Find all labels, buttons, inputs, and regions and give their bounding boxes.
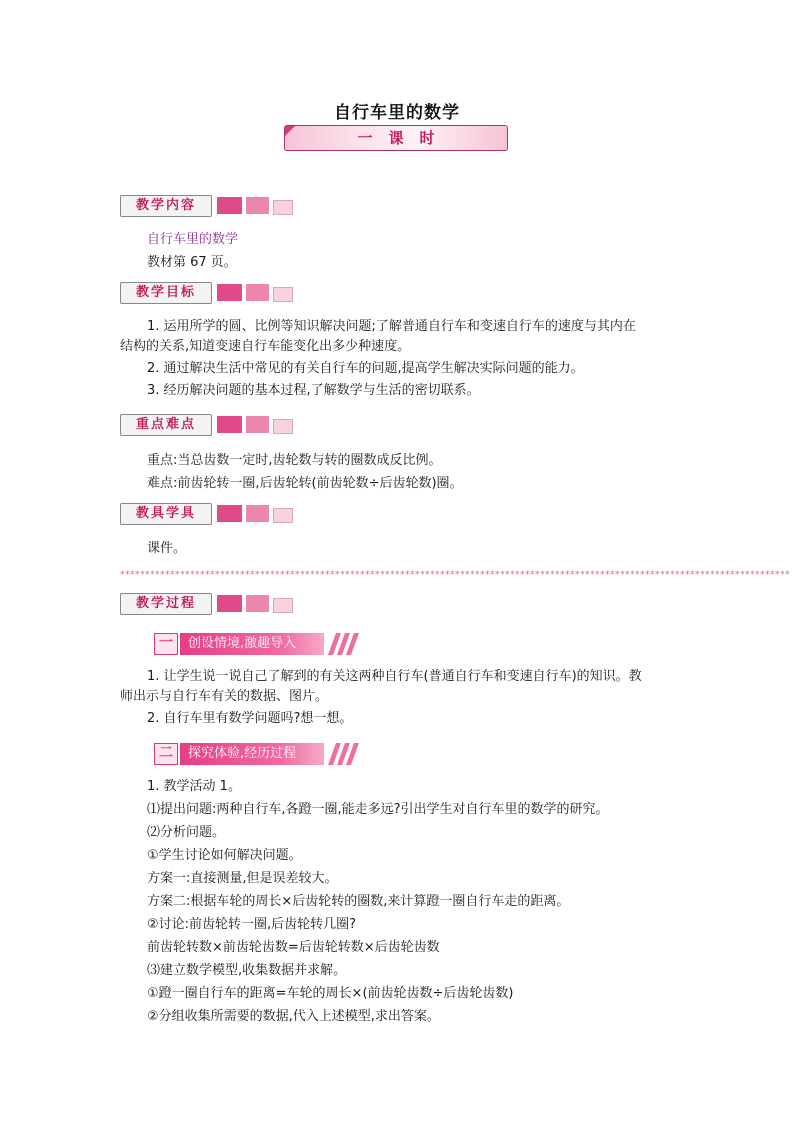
lesson-banner [284, 125, 508, 151]
square-decoration-icon [217, 197, 242, 214]
section-label: 教学内容 [120, 195, 212, 217]
content-pages: 教材第 67 页。 [147, 255, 237, 270]
stripes-decoration-icon [328, 633, 362, 655]
list-item: 2. 自行车里有数学问题吗?想一想。 [147, 711, 353, 726]
step-one-list [120, 667, 685, 729]
section-label: 教学过程 [120, 593, 212, 615]
stripes-decoration-icon [328, 743, 362, 765]
square-decoration-icon [246, 416, 269, 433]
goal-item: 2. 通过解决生活中常见的有关自行车的问题,提高学生解决实际问题的能力。 [147, 361, 584, 376]
lesson-banner-text: 一课时 [357, 129, 451, 147]
list-item-continued: 师出示与自行车有关的数据、图片。 [120, 689, 329, 704]
goal-item-continued: 结构的关系,知道变速自行车能变化出多少种速度。 [120, 339, 411, 354]
star-separator: ************************************************************************************************************************************** [120, 570, 790, 580]
section-label: 教具学具 [120, 503, 212, 525]
square-decoration-icon [217, 416, 242, 433]
list-item: ①学生讨论如何解决问题。 [147, 848, 302, 863]
step-number: 二 [154, 743, 178, 765]
square-decoration-icon [246, 197, 269, 214]
content-topic: 自行车里的数学 [147, 232, 239, 247]
square-decoration-icon [217, 505, 242, 522]
square-decoration-icon [246, 284, 269, 301]
square-decoration-icon [273, 287, 293, 302]
key-point: 重点:当总齿数一定时,齿轮数与转的圈数成反比例。 [147, 453, 442, 468]
goal-item: 3. 经历解决问题的基本过程,了解数学与生活的密切联系。 [147, 383, 480, 398]
page-title: 自行车里的数学 [334, 103, 460, 123]
square-decoration-icon [273, 200, 293, 215]
list-item: 前齿轮转数×前齿轮齿数=后齿轮转数×后齿轮齿数 [147, 940, 440, 955]
list-item: ⑶建立数学模型,收集数据并求解。 [147, 963, 347, 978]
list-item: ②讨论:前齿轮转一圈,后齿轮转几圈? [147, 917, 357, 932]
goal-item: 1. 运用所学的圆、比例等知识解决问题;了解普通自行车和变速自行车的速度与其内在 [147, 319, 636, 334]
list-item: 1. 让学生说一说自己了解到的有关这两种自行车(普通自行车和变速自行车)的知识。教 [147, 669, 642, 684]
list-item: 方案一:直接测量,但是误差较大。 [147, 871, 338, 886]
list-item: 1. 教学活动 1。 [147, 779, 241, 794]
difficult-point: 难点:前齿轮转一圈,后齿轮转(前齿轮数÷后齿轮数)圈。 [147, 476, 463, 491]
corner-triangle-icon [285, 126, 295, 136]
list-item: 方案二:根据车轮的周长×后齿轮转的圈数,来计算蹬一圈自行车走的距离。 [147, 894, 570, 909]
list-item: ①蹬一圈自行车的距离=车轮的周长×(前齿轮齿数÷后齿轮齿数) [147, 986, 514, 1001]
square-decoration-icon [273, 508, 293, 523]
step-title: 探究体验,经历过程 [180, 743, 324, 765]
section-label: 重点难点 [120, 414, 212, 436]
tools-text: 课件。 [147, 541, 187, 556]
goals-list [120, 317, 685, 401]
list-item: ⑵分析问题。 [147, 825, 226, 840]
square-decoration-icon [273, 598, 293, 613]
list-item: ②分组收集所需要的数据,代入上述模型,求出答案。 [147, 1009, 440, 1024]
square-decoration-icon [273, 419, 293, 434]
list-item: ⑴提出问题:两种自行车,各蹬一圈,能走多远?引出学生对自行车里的数学的研究。 [147, 802, 609, 817]
section-label: 教学目标 [120, 282, 212, 304]
square-decoration-icon [217, 284, 242, 301]
step-title: 创设情境,激趣导入 [180, 633, 324, 655]
square-decoration-icon [217, 595, 242, 612]
square-decoration-icon [246, 505, 269, 522]
square-decoration-icon [246, 595, 269, 612]
step-number: 一 [154, 633, 178, 655]
step-two-list [147, 777, 707, 1030]
